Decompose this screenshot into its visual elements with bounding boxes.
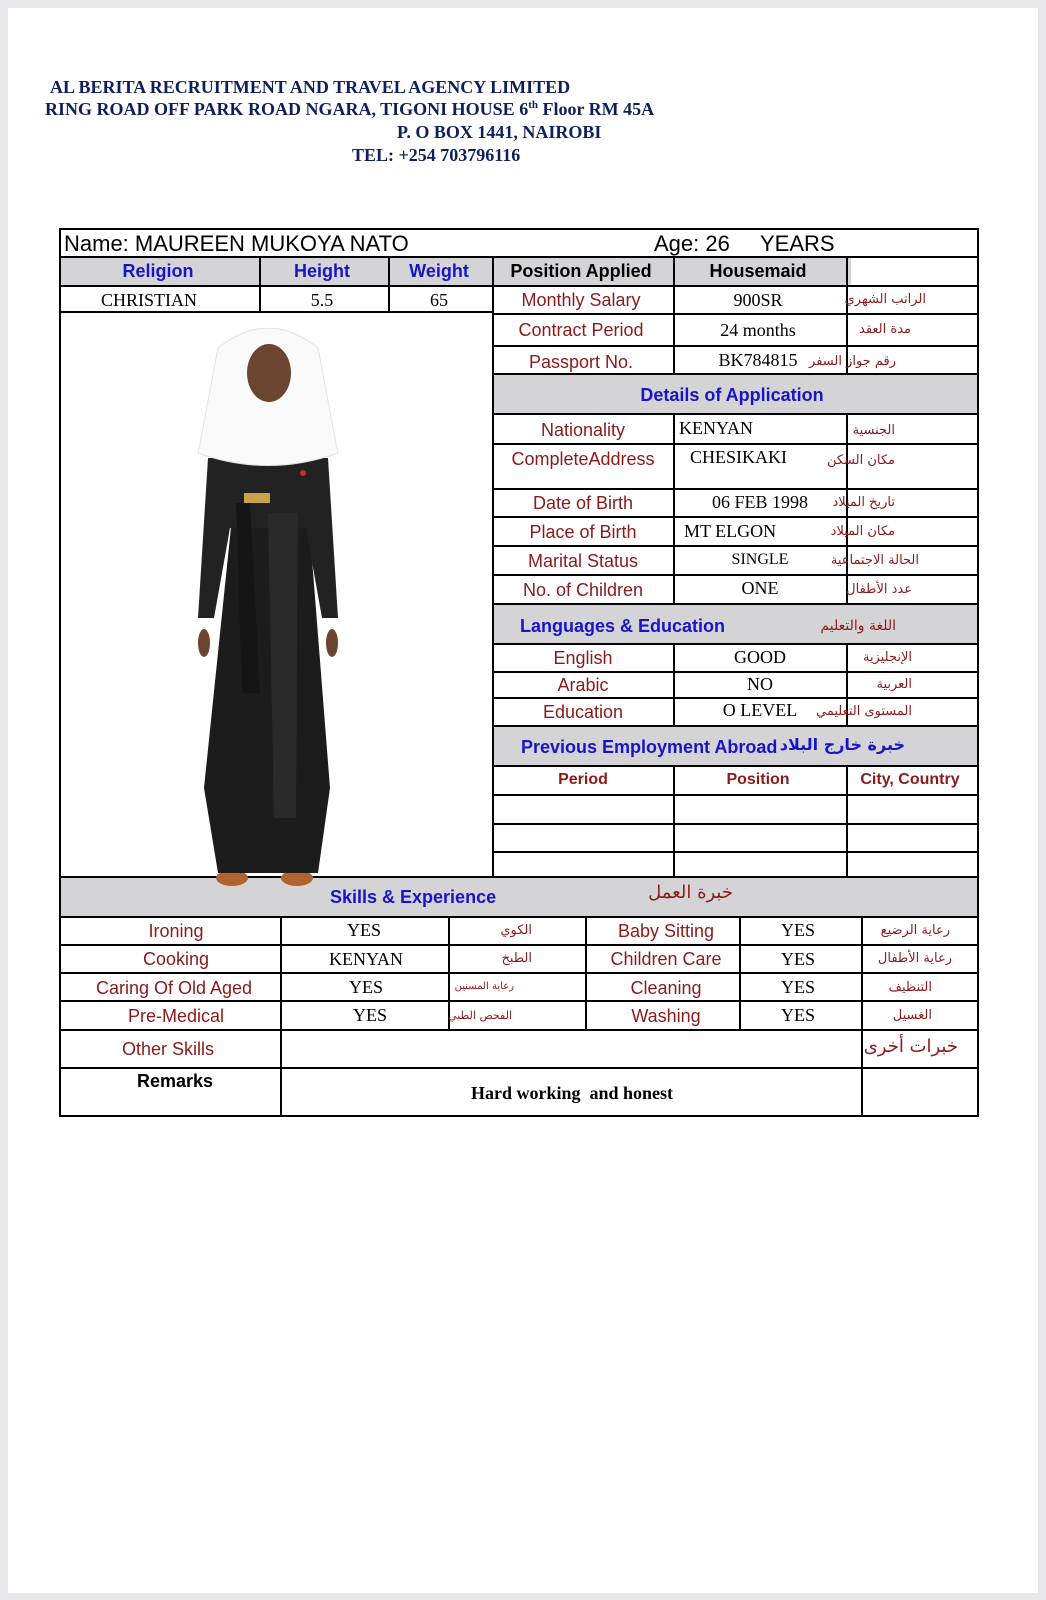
skill-ironing-arabic: الكوي <box>500 923 532 938</box>
skill-children-care-arabic: رعاية الأطفال <box>877 951 952 966</box>
agency-name: AL BERITA RECRUITMENT AND TRAVEL AGENCY LIMITED <box>50 77 571 97</box>
place-of-birth-value: MT ELGON <box>684 521 777 541</box>
skills-arabic: خبرة العمل <box>648 882 733 903</box>
other-skills-label: Other Skills <box>121 1039 215 1059</box>
date-of-birth-arabic: تاريخ الميلاد <box>832 495 895 510</box>
passport-no-arabic: رقم جواز السفر <box>809 354 896 369</box>
education-label: Education <box>542 702 624 722</box>
candidate-photo <box>178 328 358 896</box>
skill-pre-medical-value: YES <box>352 1005 388 1025</box>
position-applied-label: Position Applied <box>510 261 652 281</box>
candidate-name: Name: MAUREEN MUKOYA NATO <box>64 231 409 256</box>
details-title: Details of Application <box>640 385 824 405</box>
languages-title: Languages & Education <box>520 616 726 636</box>
marital-status-label: Marital Status <box>527 551 639 571</box>
remarks-value: Hard working and honest <box>470 1083 674 1103</box>
skill-caring-old-aged-arabic: رعاية المسنين <box>454 981 514 992</box>
skill-pre-medical-label: Pre-Medical <box>127 1006 225 1026</box>
skill-washing-label: Washing <box>631 1006 701 1026</box>
religion-value: CHRISTIAN <box>100 290 198 310</box>
skill-cleaning-arabic: التنظيف <box>888 980 932 995</box>
date-of-birth-value: 06 FEB 1998 <box>711 492 809 512</box>
employment-city-header: City, Country <box>860 771 960 788</box>
nationality-arabic: الجنسية <box>852 423 895 438</box>
skill-cleaning-value: YES <box>780 977 816 997</box>
skill-cleaning-label: Cleaning <box>630 978 702 998</box>
passport-no-label: Passport No. <box>528 352 634 372</box>
education-arabic: المستوى التعليمي <box>816 704 912 719</box>
other-skills-arabic: خبرات أخرى <box>863 1036 958 1057</box>
monthly-salary-value: 900SR <box>733 290 783 310</box>
skill-baby-sitting-arabic: رعاية الرضيع <box>880 923 950 938</box>
nationality-value: KENYAN <box>679 418 753 438</box>
skill-cooking-arabic: الطبخ <box>501 951 532 966</box>
employment-arabic: خبرة خارج البلاد <box>779 735 905 754</box>
skills-title: Skills & Experience <box>330 887 497 907</box>
skill-washing-value: YES <box>780 1005 816 1025</box>
contract-period-label: Contract Period <box>518 320 644 340</box>
agency-phone: TEL: +254 703796116 <box>352 145 521 165</box>
skill-pre-medical-arabic: الفحص الطبي <box>448 1009 512 1022</box>
agency-po-box: P. O BOX 1441, NAIROBI <box>397 122 602 142</box>
contract-period-value: 24 months <box>720 320 796 340</box>
complete-address-arabic: مكان السكن <box>826 453 895 468</box>
skill-children-care-label: Children Care <box>610 949 722 969</box>
english-label: English <box>553 648 613 668</box>
skill-cooking-label: Cooking <box>142 949 210 969</box>
weight-label: Weight <box>409 261 469 281</box>
monthly-salary-arabic: الراتب الشهري <box>844 292 926 307</box>
remarks-label: Remarks <box>136 1071 214 1091</box>
place-of-birth-label: Place of Birth <box>529 522 637 542</box>
contract-period-arabic: مدة العقد <box>859 322 911 337</box>
passport-no-value: BK784815 <box>718 350 798 370</box>
position-applied-value: Housemaid <box>709 261 807 281</box>
english-arabic: الإنجليزية <box>862 650 912 665</box>
arabic-language-arabic: العربية <box>876 677 912 692</box>
complete-address-value: CHESIKAKI <box>690 447 787 467</box>
skill-caring-old-aged-value: YES <box>348 977 384 997</box>
children-label: No. of Children <box>522 580 644 600</box>
languages-arabic: اللغة والتعليم <box>820 618 896 634</box>
marital-status-value: SINGLE <box>731 551 789 568</box>
skill-baby-sitting-label: Baby Sitting <box>617 921 715 941</box>
arabic-language-value: NO <box>747 674 773 694</box>
skill-baby-sitting-value: YES <box>780 920 816 940</box>
employment-title: Previous Employment Abroad <box>521 737 778 757</box>
skill-washing-arabic: الغسيل <box>892 1008 932 1023</box>
english-value: GOOD <box>734 647 786 667</box>
employment-period-header: Period <box>558 771 608 788</box>
date-of-birth-label: Date of Birth <box>532 493 634 513</box>
education-value: O LEVEL <box>722 700 798 720</box>
monthly-salary-label: Monthly Salary <box>521 290 641 310</box>
candidate-age: Age: 26 YEARS <box>654 231 835 256</box>
place-of-birth-arabic: مكان الميلاد <box>830 524 895 539</box>
skill-ironing-value: YES <box>346 920 382 940</box>
height-value: 5.5 <box>310 290 334 310</box>
marital-status-arabic: الحالة الاجتماعية <box>830 553 919 568</box>
skill-ironing-label: Ironing <box>148 921 204 941</box>
skill-children-care-value: YES <box>780 949 816 969</box>
agency-address: RING ROAD OFF PARK ROAD NGARA, TIGONI HOUSE 6th Floor RM 45A <box>45 99 655 119</box>
cv-sheet <box>8 8 1038 1593</box>
nationality-label: Nationality <box>540 420 626 440</box>
weight-value: 65 <box>430 290 448 310</box>
children-arabic: عدد الأطفال <box>846 582 912 597</box>
employment-position-header: Position <box>726 771 790 788</box>
skill-cooking-value: KENYAN <box>329 949 403 969</box>
children-value: ONE <box>741 578 779 598</box>
height-label: Height <box>294 261 350 281</box>
skill-caring-old-aged-label: Caring Of Old Aged <box>95 978 253 998</box>
complete-address-label: CompleteAddress <box>511 449 655 469</box>
religion-label: Religion <box>122 261 194 281</box>
arabic-language-label: Arabic <box>557 675 609 695</box>
